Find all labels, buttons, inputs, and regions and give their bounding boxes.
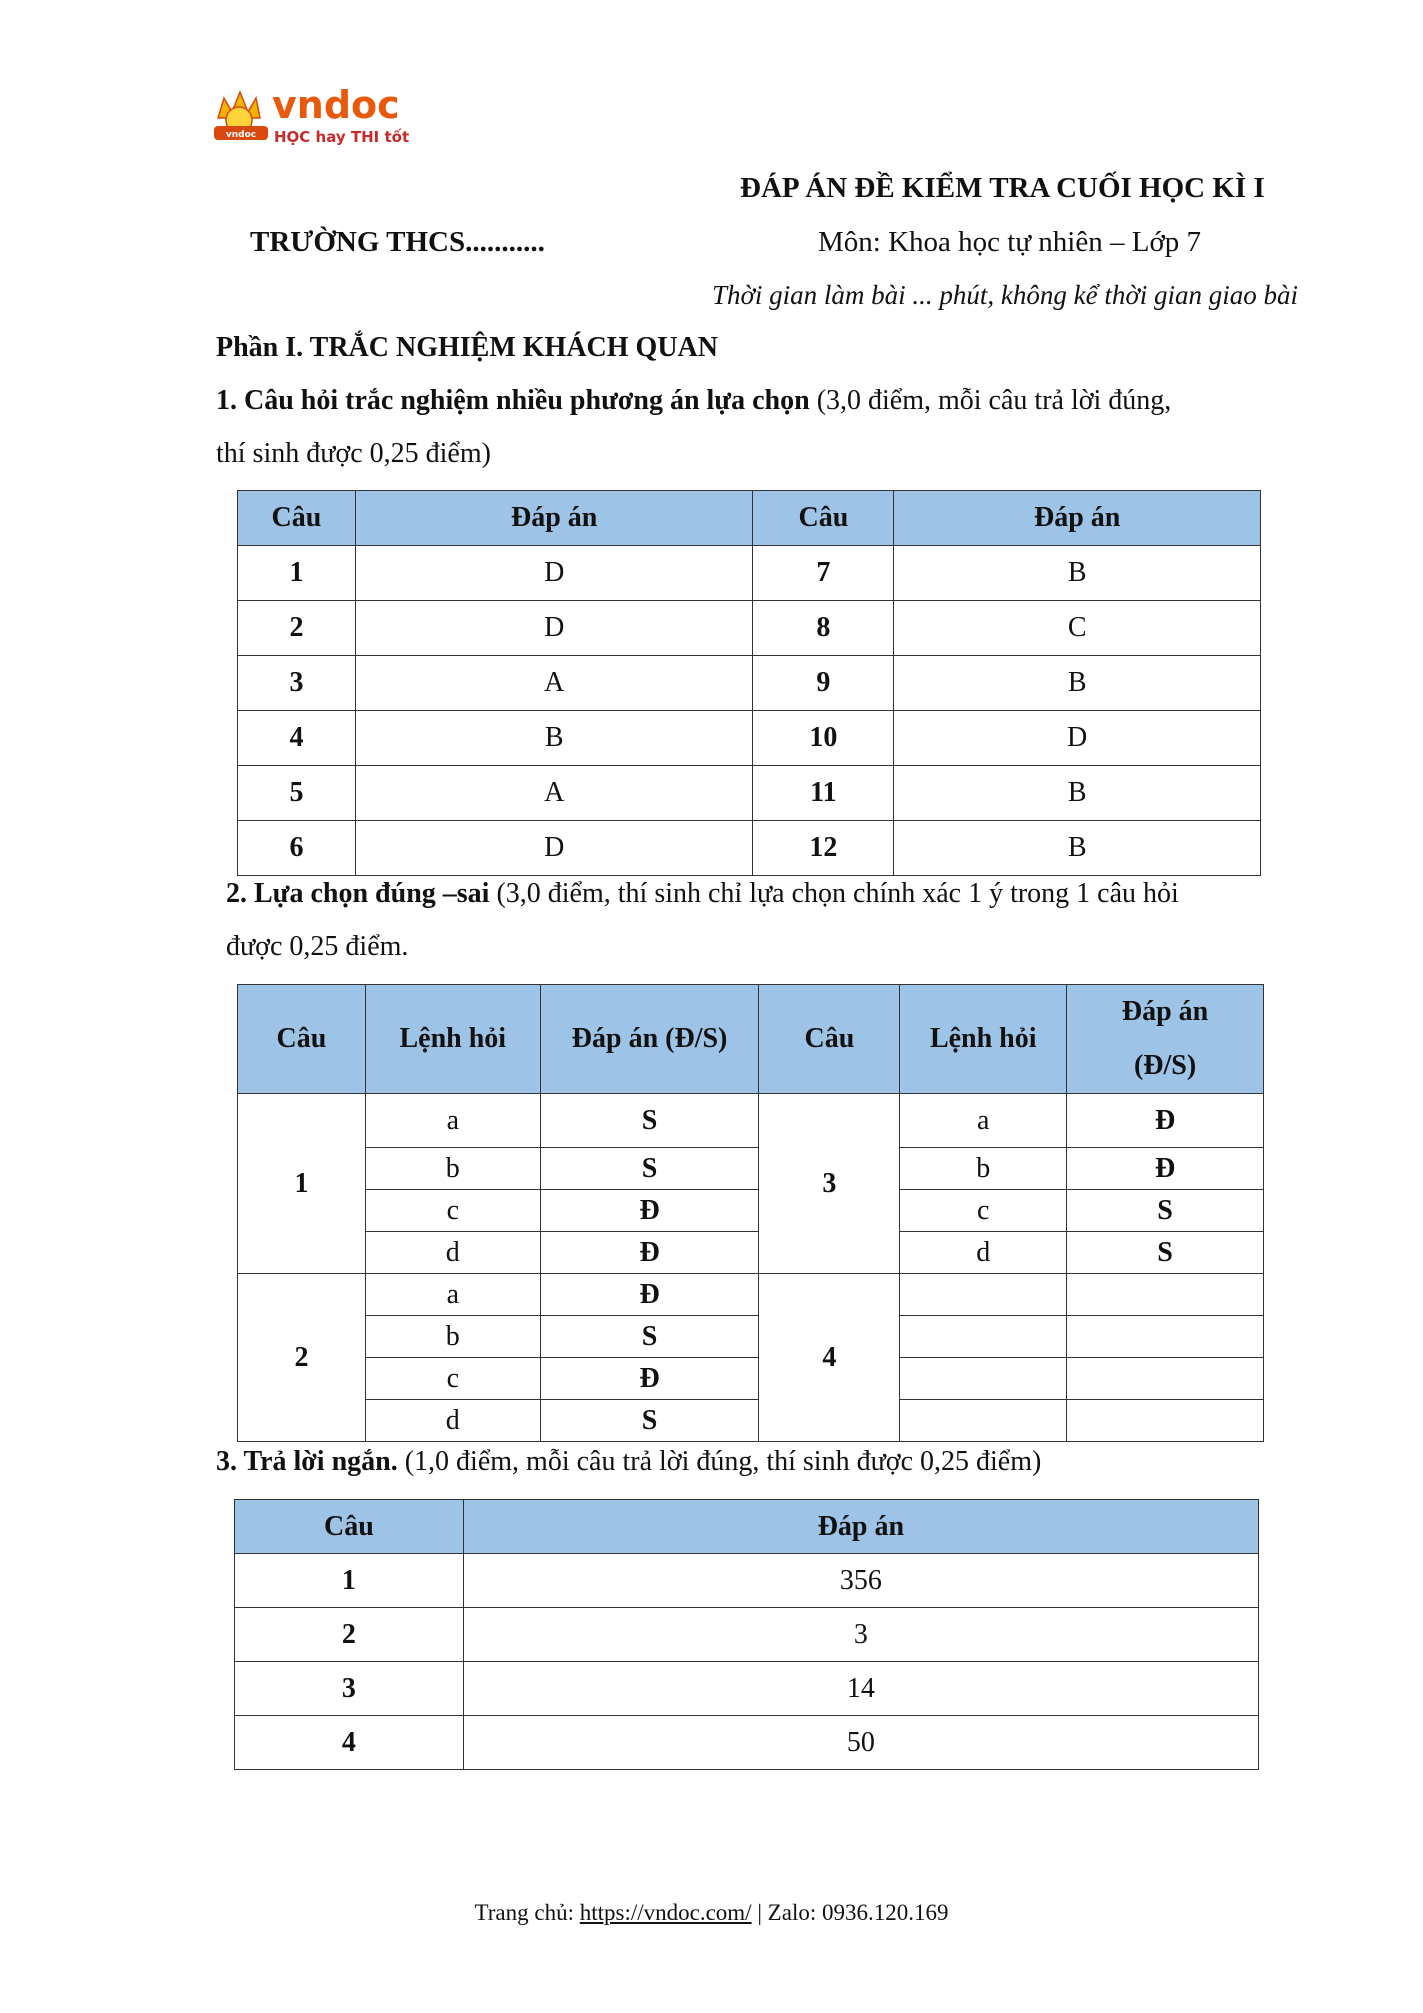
question-number: 2 xyxy=(235,1608,464,1662)
question-number: 5 xyxy=(238,766,356,821)
true-false-answer xyxy=(1067,1400,1264,1442)
statement-letter: b xyxy=(365,1316,540,1358)
statement-letter xyxy=(900,1274,1067,1316)
answer-cell: B xyxy=(894,546,1261,601)
table-row xyxy=(238,821,1261,876)
table-row xyxy=(235,1716,1259,1770)
answer-cell: C xyxy=(894,601,1261,656)
true-false-answer xyxy=(1067,1358,1264,1400)
logo-brand-small: vndoc xyxy=(225,130,257,140)
sec3-title xyxy=(216,1448,1041,1476)
true-false-answer: Đ xyxy=(540,1232,759,1274)
question-number: 9 xyxy=(753,656,894,711)
true-false-answer: Đ xyxy=(540,1274,759,1316)
sec1-title-line2: thí sinh được 0,25 điểm) xyxy=(216,438,491,469)
header-cell: Đáp án xyxy=(355,491,753,546)
answer-cell: D xyxy=(894,711,1261,766)
statement-letter xyxy=(900,1316,1067,1358)
header-line-1: Đáp án xyxy=(1121,996,1209,1027)
table-row xyxy=(238,1400,1264,1442)
true-false-answer: S xyxy=(1067,1190,1264,1232)
question-number: 1 xyxy=(238,1094,366,1274)
table-row xyxy=(235,1608,1259,1662)
answer-cell: 14 xyxy=(463,1662,1258,1716)
answer-cell: D xyxy=(355,546,753,601)
table-row xyxy=(238,1094,1264,1148)
question-number: 4 xyxy=(759,1274,900,1442)
sec3-title-bold: 3. Trả lời ngắn. xyxy=(216,1446,398,1477)
answer-cell: D xyxy=(355,601,753,656)
answer-cell: 3 xyxy=(463,1608,1258,1662)
question-number: 4 xyxy=(235,1716,464,1770)
sec2-title-rest: (3,0 điểm, thí sinh chỉ lựa chọn chính xác 1 ý trong 1 câu hỏi xyxy=(489,878,1179,909)
statement-letter xyxy=(900,1358,1067,1400)
table-row xyxy=(238,656,1261,711)
mcq-answer-table xyxy=(237,490,1261,876)
answer-cell: B xyxy=(894,766,1261,821)
sec1-title-rest: (3,0 điểm, mỗi câu trả lời đúng, xyxy=(809,385,1172,416)
statement-letter xyxy=(900,1400,1067,1442)
answer-cell: A xyxy=(355,766,753,821)
statement-letter: a xyxy=(365,1274,540,1316)
page-footer xyxy=(0,1900,1423,1926)
header-line-2: (Đ/S) xyxy=(1133,1050,1197,1081)
table-row xyxy=(238,1148,1264,1190)
statement-letter: d xyxy=(900,1232,1067,1274)
subject-line: Môn: Khoa học tự nhiên – Lớp 7 xyxy=(818,226,1202,258)
question-number: 6 xyxy=(238,821,356,876)
header-cell: Câu xyxy=(759,985,900,1094)
sec2-title-line2: được 0,25 điểm. xyxy=(226,931,409,962)
table-row xyxy=(238,1358,1264,1400)
answer-cell: B xyxy=(355,711,753,766)
sec2-title-bold: 2. Lựa chọn đúng –sai xyxy=(226,878,490,909)
true-false-answer: S xyxy=(1067,1232,1264,1274)
table-header-row xyxy=(238,985,1264,1094)
header-cell: Đáp án xyxy=(894,491,1261,546)
header-cell: Lệnh hỏi xyxy=(900,985,1067,1094)
question-number: 3 xyxy=(235,1662,464,1716)
answer-cell: A xyxy=(355,656,753,711)
header-cell: Đáp án xyxy=(463,1500,1258,1554)
statement-letter: d xyxy=(365,1400,540,1442)
question-number: 11 xyxy=(753,766,894,821)
question-number: 8 xyxy=(753,601,894,656)
logo-tagline: HỌC hay THI tốt xyxy=(274,128,410,146)
statement-letter: a xyxy=(900,1094,1067,1148)
sec3-title-rest: (1,0 điểm, mỗi câu trả lời đúng, thí sinh được 0,25 điểm) xyxy=(397,1446,1042,1477)
true-false-answer: Đ xyxy=(1067,1148,1264,1190)
question-number: 4 xyxy=(238,711,356,766)
statement-letter: d xyxy=(365,1232,540,1274)
true-false-answer: S xyxy=(540,1316,759,1358)
question-number: 1 xyxy=(235,1554,464,1608)
header-cell: Câu xyxy=(238,985,366,1094)
sec1-title-bold: 1. Câu hỏi trắc nghiệm nhiều phương án lựa chọn xyxy=(216,385,810,416)
table-row xyxy=(238,1232,1264,1274)
school-name: TRƯỜNG THCS........... xyxy=(250,226,545,258)
short-answer-table xyxy=(234,1499,1259,1770)
header-cell: Câu xyxy=(235,1500,464,1554)
footer-suffix: | Zalo: 0936.120.169 xyxy=(751,1900,949,1925)
part1-heading: Phần I. TRẮC NGHIỆM KHÁCH QUAN xyxy=(216,332,718,363)
true-false-answer: S xyxy=(540,1148,759,1190)
table-row xyxy=(238,601,1261,656)
question-number: 3 xyxy=(759,1094,900,1274)
question-number: 7 xyxy=(753,546,894,601)
answer-cell: 50 xyxy=(463,1716,1258,1770)
answer-cell: 356 xyxy=(463,1554,1258,1608)
question-number: 3 xyxy=(238,656,356,711)
table-row xyxy=(238,1190,1264,1232)
question-number: 2 xyxy=(238,601,356,656)
answer-cell: B xyxy=(894,656,1261,711)
table-header-row xyxy=(238,491,1261,546)
answer-cell: D xyxy=(355,821,753,876)
statement-letter: b xyxy=(900,1148,1067,1190)
logo-brand: vndoc xyxy=(272,84,400,127)
time-note: Thời gian làm bài ... phút, không kể thời gian giao bài xyxy=(712,280,1299,310)
vndoc-logo xyxy=(212,84,422,150)
true-false-answer: Đ xyxy=(540,1190,759,1232)
answer-cell: B xyxy=(894,821,1261,876)
statement-letter: a xyxy=(365,1094,540,1148)
table-row xyxy=(238,766,1261,821)
table-header-row xyxy=(235,1500,1259,1554)
true-false-answer: Đ xyxy=(540,1358,759,1400)
question-number: 2 xyxy=(238,1274,366,1442)
statement-letter: c xyxy=(365,1358,540,1400)
statement-letter: c xyxy=(365,1190,540,1232)
sec2-title xyxy=(226,880,1179,908)
true-false-answer: S xyxy=(540,1094,759,1148)
true-false-answer xyxy=(1067,1274,1264,1316)
header-cell: Lệnh hỏi xyxy=(365,985,540,1094)
table-row xyxy=(238,546,1261,601)
true-false-answer: Đ xyxy=(1067,1094,1264,1148)
table-row xyxy=(235,1554,1259,1608)
table-row xyxy=(238,1316,1264,1358)
homepage-link[interactable]: https://vndoc.com/ xyxy=(579,1900,752,1925)
true-false-answer-table xyxy=(237,984,1264,1442)
question-number: 12 xyxy=(753,821,894,876)
header-cell: Đáp án (Đ/S) xyxy=(540,985,759,1094)
statement-letter: b xyxy=(365,1148,540,1190)
statement-letter: c xyxy=(900,1190,1067,1232)
footer-prefix: Trang chủ: xyxy=(474,1900,580,1925)
header-cell xyxy=(1067,985,1264,1094)
true-false-answer xyxy=(1067,1316,1264,1358)
table-row xyxy=(238,711,1261,766)
sec1-title xyxy=(216,387,1171,415)
question-number: 10 xyxy=(753,711,894,766)
table-row xyxy=(238,1274,1264,1316)
question-number: 1 xyxy=(238,546,356,601)
answer-key-title: ĐÁP ÁN ĐỀ KIỂM TRA CUỐI HỌC KÌ I xyxy=(740,172,1265,204)
table-row xyxy=(235,1662,1259,1716)
header-cell: Câu xyxy=(238,491,356,546)
true-false-answer: S xyxy=(540,1400,759,1442)
header-cell: Câu xyxy=(753,491,894,546)
